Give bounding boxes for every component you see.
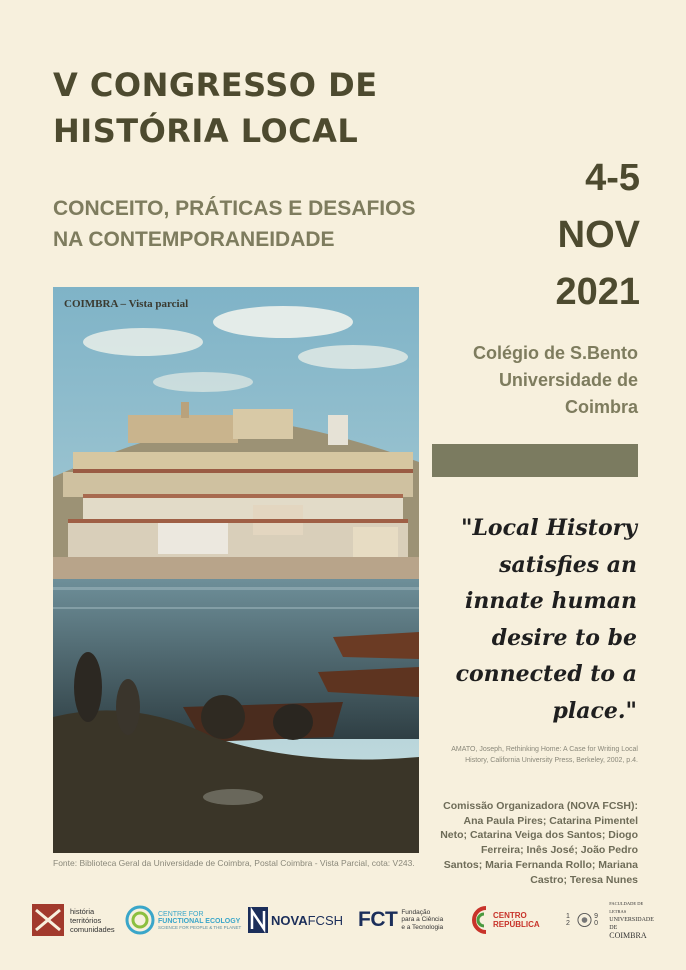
organizing-committee: Comissão Organizadora (NOVA FCSH): Ana Paula Pires; Catarina Pimentel Neto; Catarina Veiga dos Santos; Diogo Ferreira; Inês José; João Pedro Santos; Maria Fernanda Rollo; Mariana Castro; Teresa Nunes xyxy=(440,800,638,886)
venue-line-1: Colégio de S.Bento xyxy=(472,343,638,363)
cr-line-2: REPÚBLICA xyxy=(493,920,540,929)
nova-mark-icon xyxy=(248,907,268,933)
venue-line-2: Universidade de xyxy=(498,370,638,390)
cr-text xyxy=(493,911,540,929)
uc-text-line-2: UNIVERSIDADE DE xyxy=(609,917,654,931)
cfe-logo xyxy=(125,898,241,942)
htc-text-line-3: comunidades xyxy=(70,924,115,934)
uc-seal-icon xyxy=(577,912,592,928)
venue-line-3: Coimbra xyxy=(564,397,638,417)
quote-line: place." xyxy=(552,697,637,724)
cr-mark-icon xyxy=(470,904,490,936)
cfe-text xyxy=(158,911,241,930)
uc-text-line-1: FACULDADE DE LETRAS xyxy=(609,901,644,914)
event-venue xyxy=(440,340,638,421)
quote-line: connected to a xyxy=(455,661,637,687)
cfe-circle-icon xyxy=(125,905,155,935)
event-title xyxy=(53,62,433,154)
fct-text-line-3: e a Tecnologia xyxy=(401,923,444,931)
event-date xyxy=(500,150,640,321)
event-title-line-1: V CONGRESSO DE xyxy=(53,66,378,104)
nova-text: NOVA xyxy=(271,912,308,928)
fct-wordmark: FCT xyxy=(358,908,398,931)
cfe-line-1: CENTRE FOR xyxy=(158,910,204,918)
fct-logo xyxy=(358,898,443,942)
decorative-bar xyxy=(432,444,638,477)
htc-text-line-2: territórios xyxy=(70,915,102,925)
fct-text-line-2: para a Ciência xyxy=(401,916,444,924)
event-date-days: 4-5 xyxy=(585,157,640,199)
htc-text xyxy=(70,907,115,934)
htc-mark-icon xyxy=(32,904,64,936)
fcsh-text: FCSH xyxy=(307,912,343,928)
quote-line: desire to be xyxy=(491,624,637,651)
quote-line: satisfies an xyxy=(499,551,637,578)
uc-letras-logo xyxy=(566,898,660,942)
quote xyxy=(432,510,637,729)
event-date-year: 2021 xyxy=(555,271,640,313)
htc-logo xyxy=(32,898,115,942)
photo-source: Fonte: Biblioteca Geral da Universidade de Coimbra, Postal Coimbra - Vista Parcial, cota: V243. xyxy=(53,858,415,868)
centro-republica-logo xyxy=(470,898,540,942)
citation-line-1: AMATO, Joseph, Rethinking Home: A Case for Writing Local xyxy=(451,746,638,753)
quote-citation xyxy=(440,744,638,766)
nova-wordmark xyxy=(271,913,343,928)
uc-text xyxy=(609,900,660,940)
nova-fcsh-logo xyxy=(248,898,343,942)
cr-line-1: CENTRO xyxy=(493,911,527,920)
htc-text-line-1: história xyxy=(70,906,95,916)
event-subtitle-line-2: NA CONTEMPORANEIDADE xyxy=(53,228,335,251)
citation-line-2: History, California University Press, Berkeley, 2002, p.4. xyxy=(465,757,638,764)
fct-text xyxy=(401,909,443,932)
sponsor-logos xyxy=(30,898,660,942)
event-title-line-2: HISTÓRIA LOCAL xyxy=(53,112,359,150)
quote-line: "Local History xyxy=(460,515,637,541)
postcard-illustration xyxy=(53,287,419,853)
postcard-caption: COIMBRA – Vista parcial xyxy=(64,298,189,310)
quote-line: innate human xyxy=(465,588,637,614)
cfe-line-2: FUNCTIONAL ECOLOGY xyxy=(158,917,241,925)
coimbra-postcard-image xyxy=(53,287,419,853)
event-subtitle-line-1: CONCEITO, PRÁTICAS E DESAFIOS xyxy=(53,197,416,220)
uc-year-left: 1 2 xyxy=(566,913,570,927)
uc-text-line-3: COIMBRA xyxy=(609,931,647,940)
cfe-tag: SCIENCE FOR PEOPLE & THE PLANET xyxy=(158,924,242,930)
fct-text-line-1: Fundação xyxy=(401,908,431,916)
event-subtitle xyxy=(53,193,433,255)
event-date-month: NOV xyxy=(557,214,640,256)
uc-year-right: 9 0 xyxy=(594,913,599,927)
